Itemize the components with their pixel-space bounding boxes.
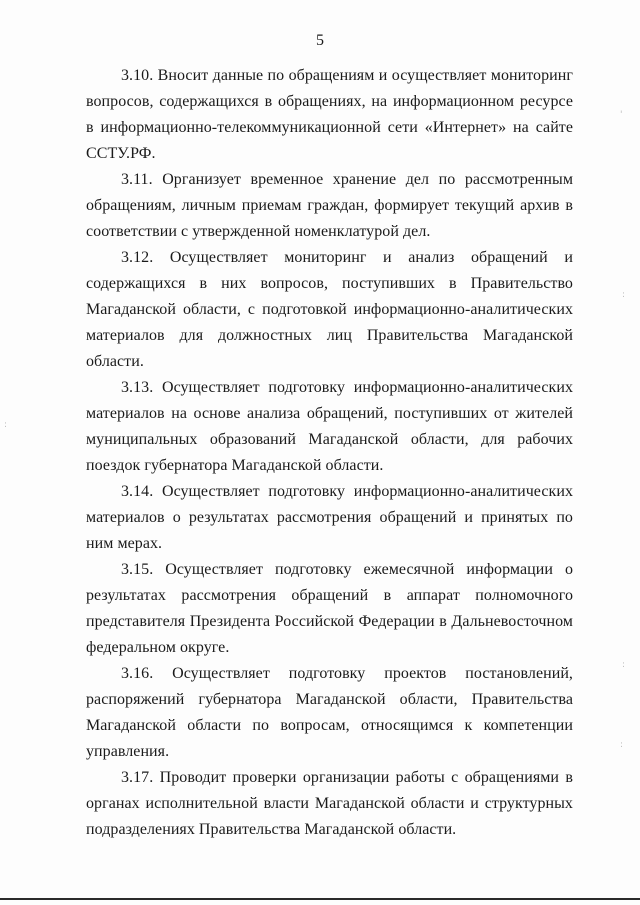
paragraph-3-14: 3.14. Осуществляет подготовку информационно-аналитических материалов о результатах рассмотрения обращений и принятых по ним мерах. [86, 483, 573, 552]
paragraph-3-10: 3.10. Вносит данные по обращениям и осуществляет мониторинг вопросов, содержащихся в обращениях, на информационном ресурсе в информационно-телекоммуникационной сети «Интернет» на сайте ССТУ.РФ. [86, 67, 573, 162]
scan-artifact: : [620, 740, 624, 750]
scan-artifact: : [622, 660, 626, 670]
scan-artifact: ' [620, 110, 623, 120]
paragraph-3-16: 3.16. Осуществляет подготовку проектов постановлений, распоряжений губернатора Магаданской области, Правительства Магаданской области по вопросам, относящимся к компетенции управления. [86, 665, 573, 760]
paragraph-3-12: 3.12. Осуществляет мониторинг и анализ обращений и содержащихся в них вопросов, поступивших в Правительство Магаданской области, с подготовкой информационно-аналитических материалов для должностных лиц Правительства Магаданской области. [86, 249, 573, 370]
paragraph-3-17: 3.17. Проводит проверки организации работы с обращениями в органах исполнительной власти Магаданской области и структурных подразделениях Правительства Магаданской области. [86, 769, 573, 838]
page-number: 5 [316, 32, 324, 49]
paragraph-3-11: 3.11. Организует временное хранение дел по рассмотренным обращениям, личным приемам граждан, формирует текущий архив в соответствии с утвержденной номенклатурой дел. [86, 171, 573, 240]
document-body [86, 63, 573, 843]
scan-artifact: : [4, 420, 8, 430]
paragraph-3-15: 3.15. Осуществляет подготовку ежемесячной информации о результатах рассмотрения обращений в аппарат полномочного представителя Президента Российской Федерации в Дальневосточном федеральном округе. [86, 561, 573, 656]
paragraph-3-13: 3.13. Осуществляет подготовку информационно-аналитических материалов на основе анализа обращений, поступивших от жителей муниципальных образований Магаданской области, для рабочих поездок губернатора Магаданской области. [86, 379, 573, 474]
scan-artifact: : [622, 290, 626, 300]
bottom-rule [0, 898, 640, 900]
